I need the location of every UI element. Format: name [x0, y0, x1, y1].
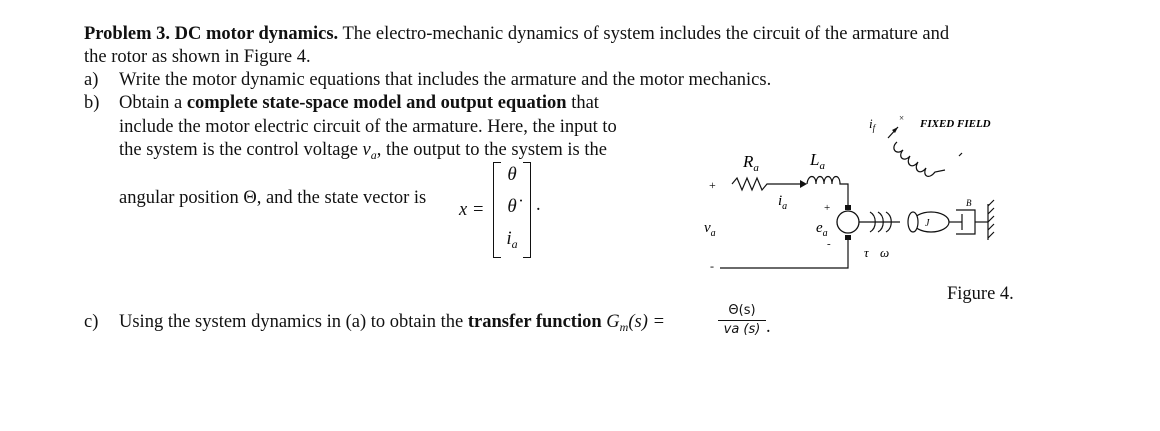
field-winding-icon	[894, 142, 962, 176]
label-la: $L_a$	[810, 150, 825, 172]
label-fixed-field: FIXED FIELD	[920, 118, 991, 130]
part-c-pre: Using the system dynamics in (a) to obtain the	[119, 312, 468, 332]
damper-b-icon	[949, 200, 994, 240]
label-plus-ea: +	[824, 202, 831, 214]
label-b: B	[966, 198, 972, 208]
gm-symbol: G	[606, 312, 620, 332]
state-ia-sub: a	[511, 237, 518, 251]
problem-intro-text: The electro-mechanic dynamics of system includes the circuit of the armature and	[338, 24, 950, 44]
fraction-numerator: Θ(s)	[728, 303, 756, 318]
label-ra: $R_a$	[743, 152, 759, 174]
motor-terminal-top	[845, 205, 851, 210]
label-minus-ea: -	[827, 238, 831, 250]
problem-intro-line2: the rotor as shown in Figure 4.	[84, 47, 311, 67]
part-b-line4: angular position Θ, and the state vector is	[119, 188, 427, 208]
state-ia-letter: i	[506, 228, 512, 249]
label-va: $v_a$	[704, 220, 716, 239]
label-minus-left: -	[710, 259, 714, 273]
label-omega: ω	[880, 245, 890, 260]
motor-terminal-bottom	[845, 235, 851, 240]
part-b-pre: Obtain a	[119, 93, 187, 113]
var-va-sub: a	[370, 148, 377, 162]
part-b-label: b)	[84, 93, 100, 113]
label-ia: $i_a$	[778, 193, 788, 212]
label-cross: ×	[899, 113, 905, 123]
fraction-denominator: va (s)	[718, 320, 766, 339]
part-c-bold: transfer function	[467, 312, 602, 332]
inductor-la-icon	[807, 177, 848, 199]
resistor-ra-icon	[732, 178, 773, 190]
part-b-post: that	[566, 93, 599, 113]
problem-heading: Problem 3. DC motor dynamics.	[84, 24, 339, 44]
var-va: v	[362, 140, 371, 160]
gm-arg: (s) =	[628, 312, 665, 332]
motor-shaft	[859, 212, 900, 232]
label-j: J	[925, 218, 930, 229]
figure-caption: Figure 4.	[947, 284, 1014, 304]
gm-sub: m	[619, 320, 629, 334]
state-lhs: x =	[459, 200, 485, 220]
inertia-face-icon	[908, 212, 918, 232]
part-a-label: a)	[84, 70, 99, 90]
part-a-text: Write the motor dynamic equations that includes the armature and the motor mechanics.	[119, 70, 772, 90]
state-theta-dot: θ̇	[507, 196, 517, 217]
fraction-period: .	[766, 317, 771, 337]
armature-circuit	[720, 177, 848, 269]
part-b-line3-post: , the output to the system is the	[376, 140, 607, 160]
label-if: $i_f$	[869, 116, 876, 133]
state-theta: θ	[507, 164, 517, 185]
part-b-bold: complete state-space model and output equation	[186, 93, 567, 113]
state-period: .	[536, 195, 541, 215]
label-tau: τ	[864, 245, 869, 260]
part-b-line2: include the motor electric circuit of the armature. Here, the input to	[119, 117, 617, 137]
label-plus-left: +	[709, 178, 716, 192]
part-c-label: c)	[84, 312, 99, 332]
part-b-line3-pre: the system is the control voltage	[119, 140, 363, 160]
label-ea: $e_a$	[816, 220, 828, 239]
motor-armature-icon	[837, 211, 859, 233]
